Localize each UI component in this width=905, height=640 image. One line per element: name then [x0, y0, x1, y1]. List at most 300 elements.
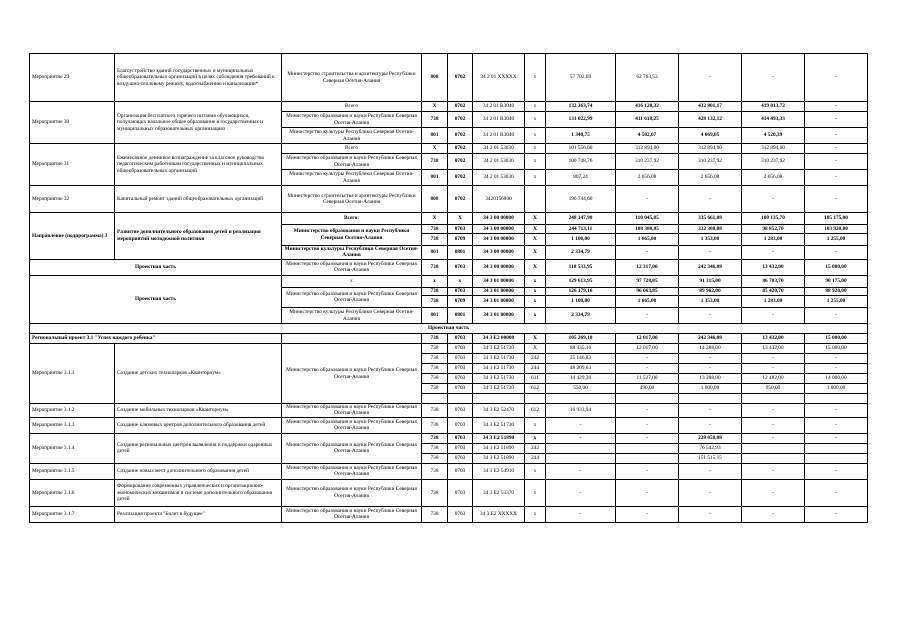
- cell: 414 493,33: [742, 112, 805, 128]
- table-row: [30, 433, 868, 443]
- cell: 1 255,00: [805, 296, 868, 308]
- cell: Всего:: [282, 213, 422, 225]
- cell: 801: [422, 170, 448, 186]
- cell: 612: [525, 384, 546, 394]
- cell: 0702: [448, 144, 473, 154]
- cell: 110 045,85: [616, 213, 679, 225]
- cell: 2 334,79: [546, 308, 616, 324]
- cell: X: [448, 213, 473, 225]
- cell: 801: [422, 308, 448, 324]
- cell: 34 3 E2 XXXXX: [473, 506, 525, 522]
- cell: 738: [422, 225, 448, 234]
- cell: Направление (подпрограмма) 3: [30, 213, 115, 260]
- cell: 2 656,08: [742, 170, 805, 186]
- cell: 244: [525, 364, 546, 374]
- cell: Формирование современных управленческих и организационно-экономических механизмов в системе дополнительного образования детей: [115, 479, 282, 506]
- cell: 738: [422, 417, 448, 433]
- cell: 0703: [448, 259, 473, 275]
- cell: 34 3 E2 51730: [473, 417, 525, 433]
- table-row: [30, 506, 868, 522]
- cell: x: [525, 287, 546, 296]
- cell: -: [679, 364, 742, 374]
- cell: [282, 334, 422, 344]
- cell: Мероприятие 3.1.3: [30, 417, 115, 433]
- cell: Мероприятие 3.1.4: [30, 433, 115, 463]
- cell: Министерство образования и науки Республики Северная Осетия-Алания: [282, 287, 422, 308]
- cell: -: [805, 354, 868, 364]
- cell: x: [525, 154, 546, 170]
- cell: 0703: [448, 506, 473, 522]
- cell: 34 3 E2 51730: [473, 384, 525, 394]
- cell: 76 542,93: [679, 443, 742, 453]
- cell: 0702: [448, 54, 473, 102]
- cell: 0703: [448, 479, 473, 506]
- cell: 34 3 E2 51890: [473, 433, 525, 443]
- cell: Министерство образования и науки Республики Северная Осетия-Алания: [282, 479, 422, 506]
- cell: 808: [422, 186, 448, 213]
- table-row: [30, 275, 868, 287]
- cell: 808: [422, 54, 448, 102]
- cell: 0703: [448, 364, 473, 374]
- cell: Мероприятие 3.1.2: [30, 404, 115, 418]
- cell: 4 669,05: [679, 128, 742, 144]
- cell: -: [742, 245, 805, 259]
- cell: -: [805, 308, 868, 324]
- cell: Создание детских технопарков «Кванториум»: [115, 344, 282, 404]
- cell: Всего: [282, 102, 422, 112]
- cell: 1 283,00: [742, 233, 805, 245]
- cell: Мероприятие 31: [30, 144, 115, 186]
- cell: -: [805, 128, 868, 144]
- cell: 1 353,00: [679, 296, 742, 308]
- cell: 34 3 E2 51730: [473, 374, 525, 384]
- cell: Министерство образования и науки Республики Северная Осетия-Алания: [282, 112, 422, 128]
- cell: 411 618,25: [616, 112, 679, 128]
- cell: [805, 394, 868, 404]
- cell: 34 2 01 53030: [473, 170, 525, 186]
- cell: 34 3 01 00000: [473, 275, 525, 287]
- cell: 15 000,00: [805, 344, 868, 354]
- cell: 310 237,92: [679, 154, 742, 170]
- cell: [679, 394, 742, 404]
- cell: 738: [422, 506, 448, 522]
- cell: 100 748,76: [546, 154, 616, 170]
- cell: 738: [422, 259, 448, 275]
- cell: -: [805, 404, 868, 418]
- cell: 4 502,07: [616, 128, 679, 144]
- cell: -: [742, 354, 805, 364]
- cell: 97 728,85: [616, 275, 679, 287]
- table-row: [30, 186, 868, 213]
- cell: -: [742, 404, 805, 418]
- cell: -: [805, 154, 868, 170]
- cell: 34 2 01 XXXXX: [473, 54, 525, 102]
- cell: 738: [422, 463, 448, 479]
- cell: 3420156800: [473, 186, 525, 213]
- cell: [546, 394, 616, 404]
- cell: [742, 453, 805, 463]
- cell: 0703: [448, 404, 473, 418]
- cell: 335 661,08: [679, 213, 742, 225]
- cell: Создание мобильных технопарков «Кванториум»: [115, 404, 282, 418]
- cell: 0703: [448, 287, 473, 296]
- cell: 242: [525, 443, 546, 453]
- cell: X: [525, 245, 546, 259]
- cell: [546, 443, 616, 453]
- cell: 34 3 E2 52470: [473, 404, 525, 418]
- cell: 34 3 E2 54910: [473, 463, 525, 479]
- cell: 432 801,17: [679, 102, 742, 112]
- cell: Мероприятие 30: [30, 102, 115, 144]
- cell: Министерство строительства и архитектуры Республики Северная Осетия-Алания: [282, 54, 422, 102]
- budget-table: [29, 53, 868, 523]
- cell: 244: [525, 453, 546, 463]
- cell: x: [422, 275, 448, 287]
- cell: 416 120,32: [616, 102, 679, 112]
- cell: 2 656,08: [616, 170, 679, 186]
- cell: -: [679, 404, 742, 418]
- cell: 2 334,79: [546, 245, 616, 259]
- cell: 62 763,53: [616, 54, 679, 102]
- cell: x: [525, 308, 546, 324]
- cell: 15 000,00: [805, 259, 868, 275]
- cell: 2 656,08: [679, 170, 742, 186]
- cell: 738: [422, 296, 448, 308]
- cell: x: [282, 275, 422, 287]
- cell: Министерство культуры Республики Северная Осетия-Алания: [282, 170, 422, 186]
- cell: 100 135,70: [742, 213, 805, 225]
- cell: 228 058,08: [679, 433, 742, 443]
- cell: -: [616, 186, 679, 213]
- cell: -: [679, 479, 742, 506]
- cell: X: [525, 344, 546, 354]
- cell: 0703: [448, 225, 473, 234]
- cell: 312 894,00: [679, 144, 742, 154]
- cell: Министерство образования и науки Республики Северная Осетия-Алания: [282, 259, 422, 275]
- cell: 34 3 01 00000: [473, 287, 525, 296]
- cell: -: [546, 417, 616, 433]
- cell: Министерство образования и науки Республики Северная Осетия-Алания: [282, 433, 422, 463]
- cell: 738: [422, 479, 448, 506]
- cell: 242 346,08: [679, 334, 742, 344]
- cell: Региональный проект 3.1 "Успех каждого ребенка": [30, 334, 282, 344]
- cell: 85 420,70: [742, 287, 805, 296]
- cell: -: [616, 354, 679, 364]
- cell: -: [616, 479, 679, 506]
- cell: Благоустройство зданий государственных и муниципальных общеобразовательных организаций в целях соблюдения требований к воздушно-тепловому режиму, водоснабжению и канализации*: [115, 54, 282, 102]
- cell: 34 2 01 53030: [473, 144, 525, 154]
- cell: [805, 453, 868, 463]
- cell: 738: [422, 344, 448, 354]
- cell: [422, 394, 448, 404]
- cell: Министерство образования и науки Республики Северная Осетия-Алания: [282, 417, 422, 433]
- table-body: [30, 54, 868, 523]
- cell: 34 3 E2 53370: [473, 479, 525, 506]
- cell: 34 3 01 00000: [473, 308, 525, 324]
- cell: 34 3 E2 00000: [473, 334, 525, 344]
- table-row: [30, 54, 868, 102]
- cell: 34 3 00 00000: [473, 225, 525, 234]
- cell: 13 288,00: [679, 374, 742, 384]
- cell: 34 2 01 R3040: [473, 102, 525, 112]
- cell: -: [805, 170, 868, 186]
- cell: -: [805, 506, 868, 522]
- cell: Министерство образования и науки Республики Северная Осетия-Алания: [282, 225, 422, 246]
- cell: X: [525, 259, 546, 275]
- cell: 244 713,11: [546, 225, 616, 234]
- cell: 34 3 E2 51730: [473, 364, 525, 374]
- cell: Министерство образования и науки Республики Северная Осетия-Алания: [282, 154, 422, 170]
- cell: 34 3 E2 51890: [473, 443, 525, 453]
- cell: 34 3 E2 51730: [473, 354, 525, 364]
- cell: Реализация проекта "Билет в будущее": [115, 506, 282, 522]
- cell: 88 335,16: [546, 344, 616, 354]
- cell: 428 132,12: [679, 112, 742, 128]
- cell: 90 175,00: [805, 275, 868, 287]
- cell: -: [805, 102, 868, 112]
- cell: X: [422, 144, 448, 154]
- cell: X: [525, 334, 546, 344]
- cell: 88 920,00: [805, 287, 868, 296]
- cell: Министерство культуры Республики Северная Осетия-Алания: [282, 308, 422, 324]
- cell: 34 3 00 00000: [473, 233, 525, 245]
- cell: 490,00: [616, 384, 679, 394]
- cell: -: [805, 54, 868, 102]
- cell: 48 209,63: [546, 364, 616, 374]
- cell: -: [805, 417, 868, 433]
- table-row: [30, 417, 868, 433]
- cell: 14 000,00: [805, 374, 868, 384]
- cell: 738: [422, 453, 448, 463]
- cell: x: [525, 144, 546, 154]
- cell: 738: [422, 364, 448, 374]
- cell: 0703: [448, 433, 473, 443]
- cell: 196 744,60: [546, 186, 616, 213]
- cell: [546, 453, 616, 463]
- cell: 129 613,95: [546, 275, 616, 287]
- cell: 0702: [448, 186, 473, 213]
- cell: Мероприятие 3.1.5: [30, 463, 115, 479]
- cell: 34 2 01 53030: [473, 154, 525, 170]
- cell: -: [679, 506, 742, 522]
- cell: 738: [422, 354, 448, 364]
- cell: -: [616, 404, 679, 418]
- cell: -: [616, 245, 679, 259]
- cell: 12 017,00: [616, 344, 679, 354]
- cell: 1 000,00: [679, 384, 742, 394]
- cell: 131 022,99: [546, 112, 616, 128]
- cell: Всего: [282, 144, 422, 154]
- cell: -: [742, 506, 805, 522]
- cell: 611: [525, 374, 546, 384]
- cell: 57 702,69: [546, 54, 616, 102]
- cell: [616, 453, 679, 463]
- cell: 34 3 E2 51890: [473, 453, 525, 463]
- cell: Капитальный ремонт зданий общеобразовательных организаций: [115, 186, 282, 213]
- cell: Мероприятие 29: [30, 54, 115, 102]
- cell: 0801: [448, 245, 473, 259]
- cell: 14 288,00: [679, 344, 742, 354]
- cell: x: [525, 506, 546, 522]
- cell: 12 317,00: [616, 259, 679, 275]
- cell: 108 380,85: [616, 225, 679, 234]
- cell: 0703: [448, 443, 473, 453]
- cell: 1 000,00: [805, 384, 868, 394]
- cell: [742, 394, 805, 404]
- cell: 34 2 01 R3040: [473, 112, 525, 128]
- cell: -: [679, 308, 742, 324]
- cell: 96 063,85: [616, 287, 679, 296]
- cell: 950,00: [742, 384, 805, 394]
- cell: x: [525, 170, 546, 186]
- cell: 738: [422, 443, 448, 453]
- cell: X: [422, 213, 448, 225]
- cell: 34 3 00 00000: [473, 213, 525, 225]
- cell: 0702: [448, 170, 473, 186]
- cell: 0703: [448, 334, 473, 344]
- cell: 242: [525, 354, 546, 364]
- cell: Организация бесплатного горячего питания обучающихся, получающих начальное общее образование в государственных и муниципальных образовательных организациях: [115, 102, 282, 144]
- cell: 0702: [448, 102, 473, 112]
- cell: 105 269,10: [546, 334, 616, 344]
- cell: 89 962,00: [679, 287, 742, 296]
- table-row: [30, 344, 868, 354]
- cell: 118 533,95: [546, 259, 616, 275]
- cell: 1 255,00: [805, 233, 868, 245]
- cell: -: [616, 364, 679, 374]
- cell: -: [616, 308, 679, 324]
- cell: 15 000,00: [805, 334, 868, 344]
- cell: 0709: [448, 296, 473, 308]
- cell: -: [616, 417, 679, 433]
- cell: 151 515,15: [679, 453, 742, 463]
- cell: 419 013,72: [742, 102, 805, 112]
- table-row: [30, 463, 868, 479]
- table-row: [30, 334, 868, 344]
- cell: 1 283,00: [742, 296, 805, 308]
- cell: -: [616, 506, 679, 522]
- cell: 0702: [448, 154, 473, 170]
- cell: X: [525, 233, 546, 245]
- cell: -: [742, 186, 805, 213]
- cell: Министерство образования и науки Республики Северная Осетия-Алания: [282, 463, 422, 479]
- cell: 242 346,08: [679, 259, 742, 275]
- cell: Создание новых мест дополнительного образования детей: [115, 463, 282, 479]
- table-row: [30, 479, 868, 506]
- cell: 738: [422, 154, 448, 170]
- cell: -: [679, 354, 742, 364]
- cell: 1 100,00: [546, 296, 616, 308]
- table-row: [30, 404, 868, 418]
- cell: 0703: [448, 344, 473, 354]
- cell: 105 175,00: [805, 213, 868, 225]
- cell: -: [616, 433, 679, 443]
- cell: -: [742, 479, 805, 506]
- cell: 86 703,70: [742, 275, 805, 287]
- section-header-row: [30, 324, 868, 334]
- cell: Ежемесячное денежное вознаграждение за классное руководство педагогическим работникам государственных и муниципальных общеобразовательных организаций: [115, 144, 282, 186]
- cell: Министерство строительства и архитектуры Республики Северная Осетия-Алания: [282, 186, 422, 213]
- table-row: [30, 213, 868, 225]
- cell: -: [742, 54, 805, 102]
- cell: 12 482,00: [742, 374, 805, 384]
- cell: 0703: [448, 384, 473, 394]
- cell: 738: [422, 287, 448, 296]
- cell: 738: [422, 334, 448, 344]
- cell: 0709: [448, 233, 473, 245]
- cell: x: [525, 479, 546, 506]
- cell: 34 3 E2 51730: [473, 344, 525, 354]
- cell: -: [679, 463, 742, 479]
- cell: 34 3 00 00000: [473, 245, 525, 259]
- table-row: [30, 144, 868, 154]
- cell: 13 432,00: [742, 259, 805, 275]
- cell: [473, 394, 525, 404]
- cell: -: [805, 144, 868, 154]
- cell: Министерство культуры Республики Северная Осетия-Алания: [282, 128, 422, 144]
- cell: Мероприятие 3.1.7: [30, 506, 115, 522]
- cell: Министерство культуры Республики Северная Осетия-Алания: [282, 245, 422, 259]
- cell: [805, 443, 868, 453]
- cell: X: [422, 102, 448, 112]
- section-header: Проектная часть: [30, 324, 868, 334]
- cell: x: [525, 128, 546, 144]
- cell: -: [742, 364, 805, 374]
- cell: -: [805, 186, 868, 213]
- cell: 91 315,00: [679, 275, 742, 287]
- cell: -: [679, 54, 742, 102]
- cell: -: [616, 463, 679, 479]
- cell: 0703: [448, 374, 473, 384]
- cell: x: [448, 275, 473, 287]
- cell: 738: [422, 233, 448, 245]
- cell: 1 353,00: [679, 233, 742, 245]
- cell: 738: [422, 433, 448, 443]
- cell: 0703: [448, 453, 473, 463]
- cell: -: [805, 479, 868, 506]
- cell: 612: [525, 404, 546, 418]
- cell: -: [742, 433, 805, 443]
- cell: 1 665,00: [616, 296, 679, 308]
- cell: 807,24: [546, 170, 616, 186]
- cell: [742, 443, 805, 453]
- cell: 1 340,75: [546, 128, 616, 144]
- cell: 738: [422, 384, 448, 394]
- cell: -: [805, 364, 868, 374]
- cell: Мероприятие 3.1.1: [30, 344, 115, 404]
- cell: x: [525, 102, 546, 112]
- cell: x: [525, 433, 546, 443]
- cell: 0702: [448, 128, 473, 144]
- cell: 0703: [448, 417, 473, 433]
- cell: 34 3 00 00000: [473, 259, 525, 275]
- cell: Мероприятие 3.1.6: [30, 479, 115, 506]
- cell: 98 852,70: [742, 225, 805, 234]
- cell: -: [805, 433, 868, 443]
- cell: -: [546, 433, 616, 443]
- cell: X: [525, 225, 546, 234]
- cell: [525, 186, 546, 213]
- cell: [448, 394, 473, 404]
- cell: 132 363,74: [546, 102, 616, 112]
- cell: 25 146,83: [546, 354, 616, 364]
- cell: -: [742, 417, 805, 433]
- cell: 332 308,08: [679, 225, 742, 234]
- cell: -: [546, 463, 616, 479]
- cell: x: [525, 54, 546, 102]
- cell: 13 432,00: [742, 334, 805, 344]
- cell: 312 894,00: [742, 144, 805, 154]
